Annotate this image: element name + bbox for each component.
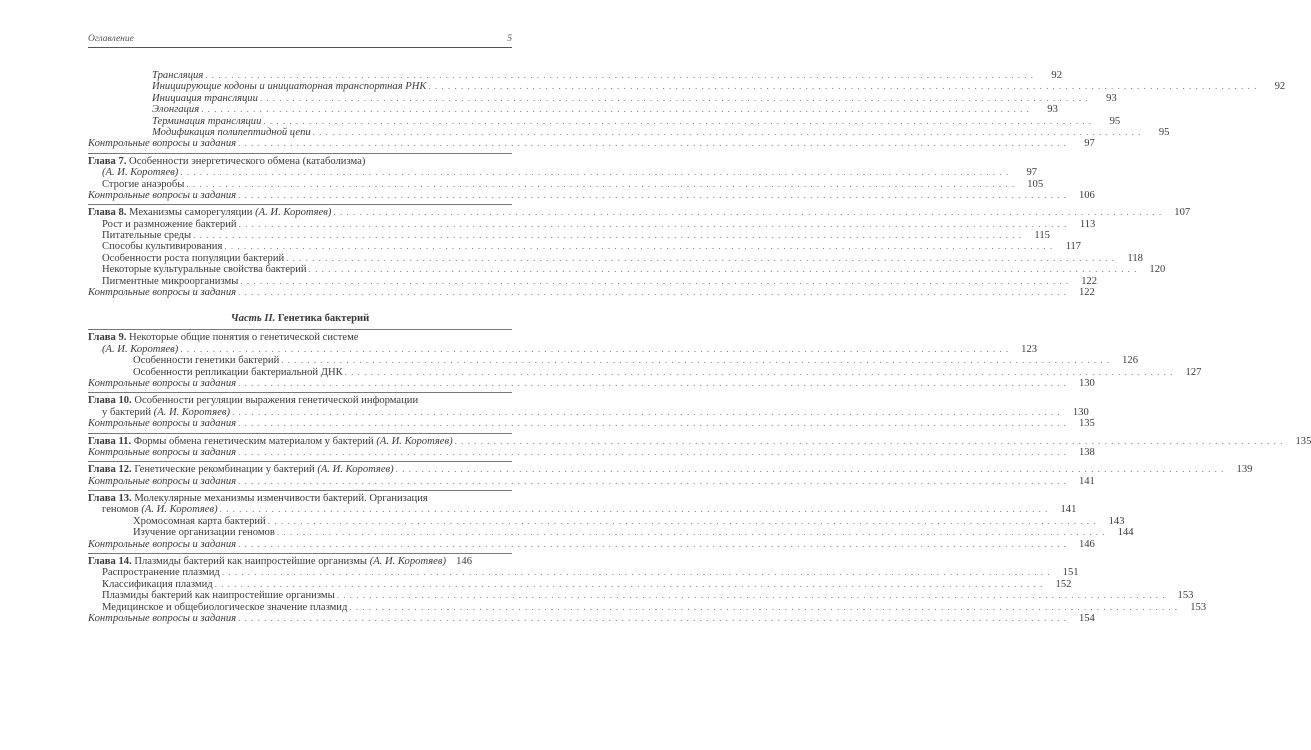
chapter-number: Глава 8.: [88, 207, 127, 219]
toc-entry: [88, 230, 1050, 242]
toc-entry-title: Контрольные вопросы и задания: [88, 377, 237, 389]
toc-entry-page: 95: [1158, 126, 1170, 138]
toc-leader: [455, 436, 1284, 447]
toc-entry-page: 93: [1047, 104, 1058, 116]
toc-entry-page: 106: [1078, 189, 1095, 201]
toc-entry: [88, 218, 1096, 230]
toc-leader: [313, 127, 1142, 138]
toc-leader: [193, 230, 1022, 241]
toc-entry-title: Плазмиды бактерий как наипростейшие организмы: [102, 590, 335, 602]
toc-entry-page: 113: [1079, 218, 1096, 230]
toc-leader: [215, 579, 1044, 590]
toc-leader: [337, 590, 1166, 601]
chapter-title: Формы обмена генетическим материалом у бактерий: [131, 435, 377, 447]
toc-leader: [240, 276, 1069, 287]
toc-entry-title: Контрольные вопросы и задания: [88, 189, 237, 201]
toc-leader: [268, 516, 1097, 527]
chapter-author-line: [88, 167, 1038, 179]
chapter-heading: [88, 332, 512, 343]
toc-entry-page: 122: [1081, 275, 1098, 287]
toc-review-questions: [88, 138, 1095, 150]
toc-entry-page: 120: [1149, 264, 1166, 276]
toc-leader: [281, 355, 1110, 366]
toc-entry-title: Контрольные вопросы и задания: [88, 613, 237, 624]
toc-entry-page: 115: [1034, 230, 1050, 242]
chapter-number: Глава 12.: [88, 464, 132, 476]
toc-chapter-10: [88, 392, 1095, 430]
toc-leader: [428, 81, 1257, 92]
toc-entry-page: 152: [1055, 578, 1072, 590]
chapter-author: (А. И. Коротяев): [255, 207, 332, 219]
chapter-title: Плазмиды бактерий как наипростейшие организмы: [131, 556, 370, 568]
toc-entry-title: Контрольные вопросы и задания: [88, 418, 237, 430]
chapter-author: (А. И. Коротяев): [141, 504, 218, 516]
part-title: Генетика бактерий: [275, 313, 370, 325]
toc-leader: [222, 567, 1051, 578]
toc-entry-title: Хромосомная карта бактерий: [133, 515, 266, 527]
chapter-author: (А. И. Коротяев): [102, 167, 179, 179]
toc-entry-title: Некоторые культуральные свойства бактерий: [102, 264, 307, 276]
toc-leader: [220, 504, 1049, 515]
toc-review-questions: [88, 377, 1095, 389]
toc-review-questions: [88, 189, 1095, 201]
toc-entry: [88, 178, 1044, 190]
toc-entry: [88, 241, 1082, 253]
chapter-heading: [88, 395, 512, 406]
toc-review-questions: [88, 475, 1095, 487]
toc-entry-page: 93: [1106, 92, 1117, 104]
toc-entry-title: Медицинское и общебиологическое значение плазмид: [102, 601, 348, 613]
toc-entry-page: 127: [1185, 366, 1202, 378]
toc-leader: [205, 70, 1034, 81]
chapter-number: Глава 7.: [88, 155, 127, 167]
toc-chapter-11: [88, 433, 1311, 459]
toc-entry-page: 92: [1051, 69, 1062, 81]
toc-leader: [238, 476, 1067, 487]
toc-entry-page: 146: [1078, 538, 1095, 550]
toc-entry: [88, 252, 1143, 264]
part-label: Часть II.: [230, 313, 276, 325]
chapter-heading: [88, 556, 512, 567]
toc-entry-page: 126: [1122, 355, 1139, 367]
toc-entry-title: Распространение плазмид: [102, 567, 220, 579]
chapter-title: Молекулярные механизмы изменчивости бактерий. Организация: [131, 493, 428, 505]
toc-entry-title: Изучение организации геномов: [133, 527, 275, 539]
toc-entry: [88, 126, 1170, 138]
toc-entry-page: 153: [1190, 601, 1207, 613]
toc-leader: [224, 241, 1053, 252]
toc-entry-title: Контрольные вопросы и задания: [88, 475, 237, 487]
chapter-number: Глава 10.: [88, 395, 132, 407]
toc-entry: [88, 104, 1058, 116]
toc-chapter-8: [88, 204, 1191, 299]
toc-leader: [238, 190, 1067, 201]
chapter-author-line: [88, 343, 1038, 355]
toc-leader: [232, 407, 1061, 418]
toc-entry-title: Особенности репликации бактериальной ДНК: [133, 366, 343, 378]
toc-leader: [238, 287, 1067, 298]
part-heading: [88, 312, 512, 326]
toc-leader: [277, 527, 1106, 538]
toc-leader: [238, 378, 1067, 389]
toc-entry-page: 143: [1108, 515, 1125, 527]
chapter-number: Глава 14.: [88, 556, 132, 568]
toc-entry: [88, 69, 1062, 81]
toc-review-questions: [88, 418, 1095, 430]
toc-leader: [309, 264, 1138, 275]
toc-entry: [88, 567, 1079, 579]
toc-entry-page: 153: [1177, 590, 1194, 602]
toc-entry-page: 146: [456, 556, 472, 568]
toc-entry-title: Питательные среды: [102, 230, 192, 242]
chapter-heading: [88, 156, 512, 167]
toc-leader: [239, 219, 1068, 230]
toc-leader: [186, 179, 1015, 190]
toc-leader: [333, 207, 1162, 218]
toc-entry: [88, 590, 1194, 602]
toc-entry-title: Способы культивирования: [102, 241, 223, 253]
toc-entry-title: Контрольные вопросы и задания: [88, 538, 237, 550]
toc-entry-title: Терминация трансляции: [152, 115, 262, 127]
toc-chapter-13: [88, 490, 1134, 550]
toc-entry-page: 97: [1026, 167, 1038, 179]
toc-entry-page: 123: [1021, 343, 1038, 355]
chapter-heading-continued: [88, 406, 1089, 418]
toc-entry-page: 138: [1078, 446, 1095, 458]
toc-entry-page: 135: [1078, 418, 1095, 430]
running-head-page-number: 5: [507, 34, 512, 44]
toc-entry: [88, 115, 1121, 127]
toc-leader: [180, 344, 1009, 355]
toc-entry-title: Модификация полипептидной цепи: [152, 126, 311, 138]
chapter-number: Глава 9.: [88, 332, 127, 344]
toc-leader: [238, 447, 1067, 458]
chapter-title: Некоторые общие понятия о генетической системе: [126, 332, 359, 344]
chapter-heading: [88, 207, 1191, 219]
toc-leader: [263, 116, 1092, 127]
chapter-title: Механизмы саморегуляции: [126, 207, 256, 219]
toc-entry-page: 118: [1127, 252, 1143, 264]
toc-entry-title: Инициирующие кодоны и инициаторная транспортная РНК: [152, 81, 427, 93]
toc-leader: [238, 539, 1067, 550]
chapter-number: Глава 11.: [88, 435, 132, 447]
toc-leader: [345, 367, 1174, 378]
toc-entry-page: 95: [1109, 115, 1121, 127]
toc-entry-page: 135: [1295, 435, 1311, 447]
chapter-title: Особенности регуляции выражения генетической информации: [131, 395, 419, 407]
toc-entry-title: Пигментные микроорганизмы: [102, 275, 239, 287]
toc-entry: [88, 366, 1202, 378]
toc-entry-page: 105: [1027, 178, 1044, 190]
toc-entry-page: 141: [1078, 475, 1095, 487]
running-head-section: Оглавление: [88, 34, 134, 44]
chapter-number: Глава 13.: [88, 493, 132, 505]
toc-entry: [88, 527, 1134, 539]
running-head: [88, 34, 512, 48]
toc-leader: [349, 602, 1178, 613]
chapter-title-continued: геномов: [102, 504, 142, 516]
chapter-heading: [88, 464, 1253, 476]
toc-entry-page: 122: [1078, 287, 1095, 299]
toc-entry: [88, 264, 1166, 276]
toc-leader: [396, 464, 1225, 475]
toc-entry: [88, 81, 1286, 93]
chapter-title: Генетические рекомбинации у бактерий: [131, 464, 318, 476]
toc-leader: [238, 138, 1067, 149]
toc-entry-page: 117: [1065, 241, 1082, 253]
chapter-title: Особенности энергетического обмена (катаболизма): [126, 155, 366, 167]
toc-review-questions: [88, 613, 1095, 624]
toc-entry-page: 151: [1062, 567, 1079, 579]
toc-entry-title: Классификация плазмид: [102, 578, 213, 590]
toc-entry: [88, 601, 1207, 613]
toc-entry-page: 139: [1236, 464, 1253, 476]
toc-entry-title: Контрольные вопросы и задания: [88, 287, 237, 299]
toc-leader: [180, 167, 1009, 178]
toc-entry-page: 141: [1060, 504, 1077, 516]
toc-entry-title: Особенности генетики бактерий: [133, 355, 280, 367]
toc-entry-title: Трансляция: [152, 69, 204, 81]
toc-entry-title: Контрольные вопросы и задания: [88, 446, 237, 458]
toc-entry: [88, 355, 1139, 367]
toc-leader: [201, 104, 1030, 115]
toc-leader: [286, 253, 1115, 264]
toc-leader: [238, 418, 1067, 429]
chapter-heading: [88, 493, 512, 504]
toc-entry-page: 154: [1078, 613, 1095, 624]
toc-entry-page: 107: [1174, 207, 1191, 219]
toc-chapter-9: [88, 329, 1202, 389]
chapter-heading: [88, 435, 1311, 447]
toc-entry: [88, 92, 1117, 104]
toc-chapter-7: [88, 153, 1095, 202]
toc-leader: [238, 613, 1067, 624]
toc-entry-page: 130: [1072, 406, 1089, 418]
chapter-author: (А. И. Коротяев): [376, 435, 453, 447]
toc-chapter-12: [88, 461, 1253, 487]
toc-entry: [88, 515, 1125, 527]
toc-leader: [260, 93, 1089, 104]
toc-entry-title: Строгие анаэробы: [102, 178, 185, 190]
toc-review-questions: [88, 287, 1095, 299]
toc-chapter-14: [88, 553, 1207, 624]
toc-review-questions: [88, 446, 1095, 458]
toc-entry: [88, 275, 1098, 287]
toc-review-questions: [88, 538, 1095, 550]
toc-entry: [88, 578, 1072, 590]
toc-entry-title: Инициация трансляции: [152, 92, 258, 104]
table-of-contents: [88, 69, 1311, 624]
chapter-title-continued: у бактерий: [102, 406, 154, 418]
chapter-author: (А. И. Коротяев): [153, 406, 230, 418]
toc-entry-page: 97: [1084, 138, 1095, 150]
chapter-heading-continued: [88, 504, 1077, 516]
toc-entry-page: 144: [1117, 527, 1134, 539]
chapter-author: (А. И. Коротяев): [369, 556, 446, 568]
toc-entry-title: Контрольные вопросы и задания: [88, 138, 237, 150]
toc-entry-title: Элонгация: [152, 104, 200, 116]
chapter-author: (А. И. Коротяев): [317, 464, 394, 476]
toc-entry-page: 92: [1274, 81, 1286, 93]
toc-entry-page: 130: [1078, 377, 1095, 389]
toc-entry-title: Особенности роста популяции бактерий: [102, 252, 285, 264]
toc-entry-title: Рост и размножение бактерий: [102, 218, 237, 230]
chapter-author: (А. И. Коротяев): [102, 343, 179, 355]
